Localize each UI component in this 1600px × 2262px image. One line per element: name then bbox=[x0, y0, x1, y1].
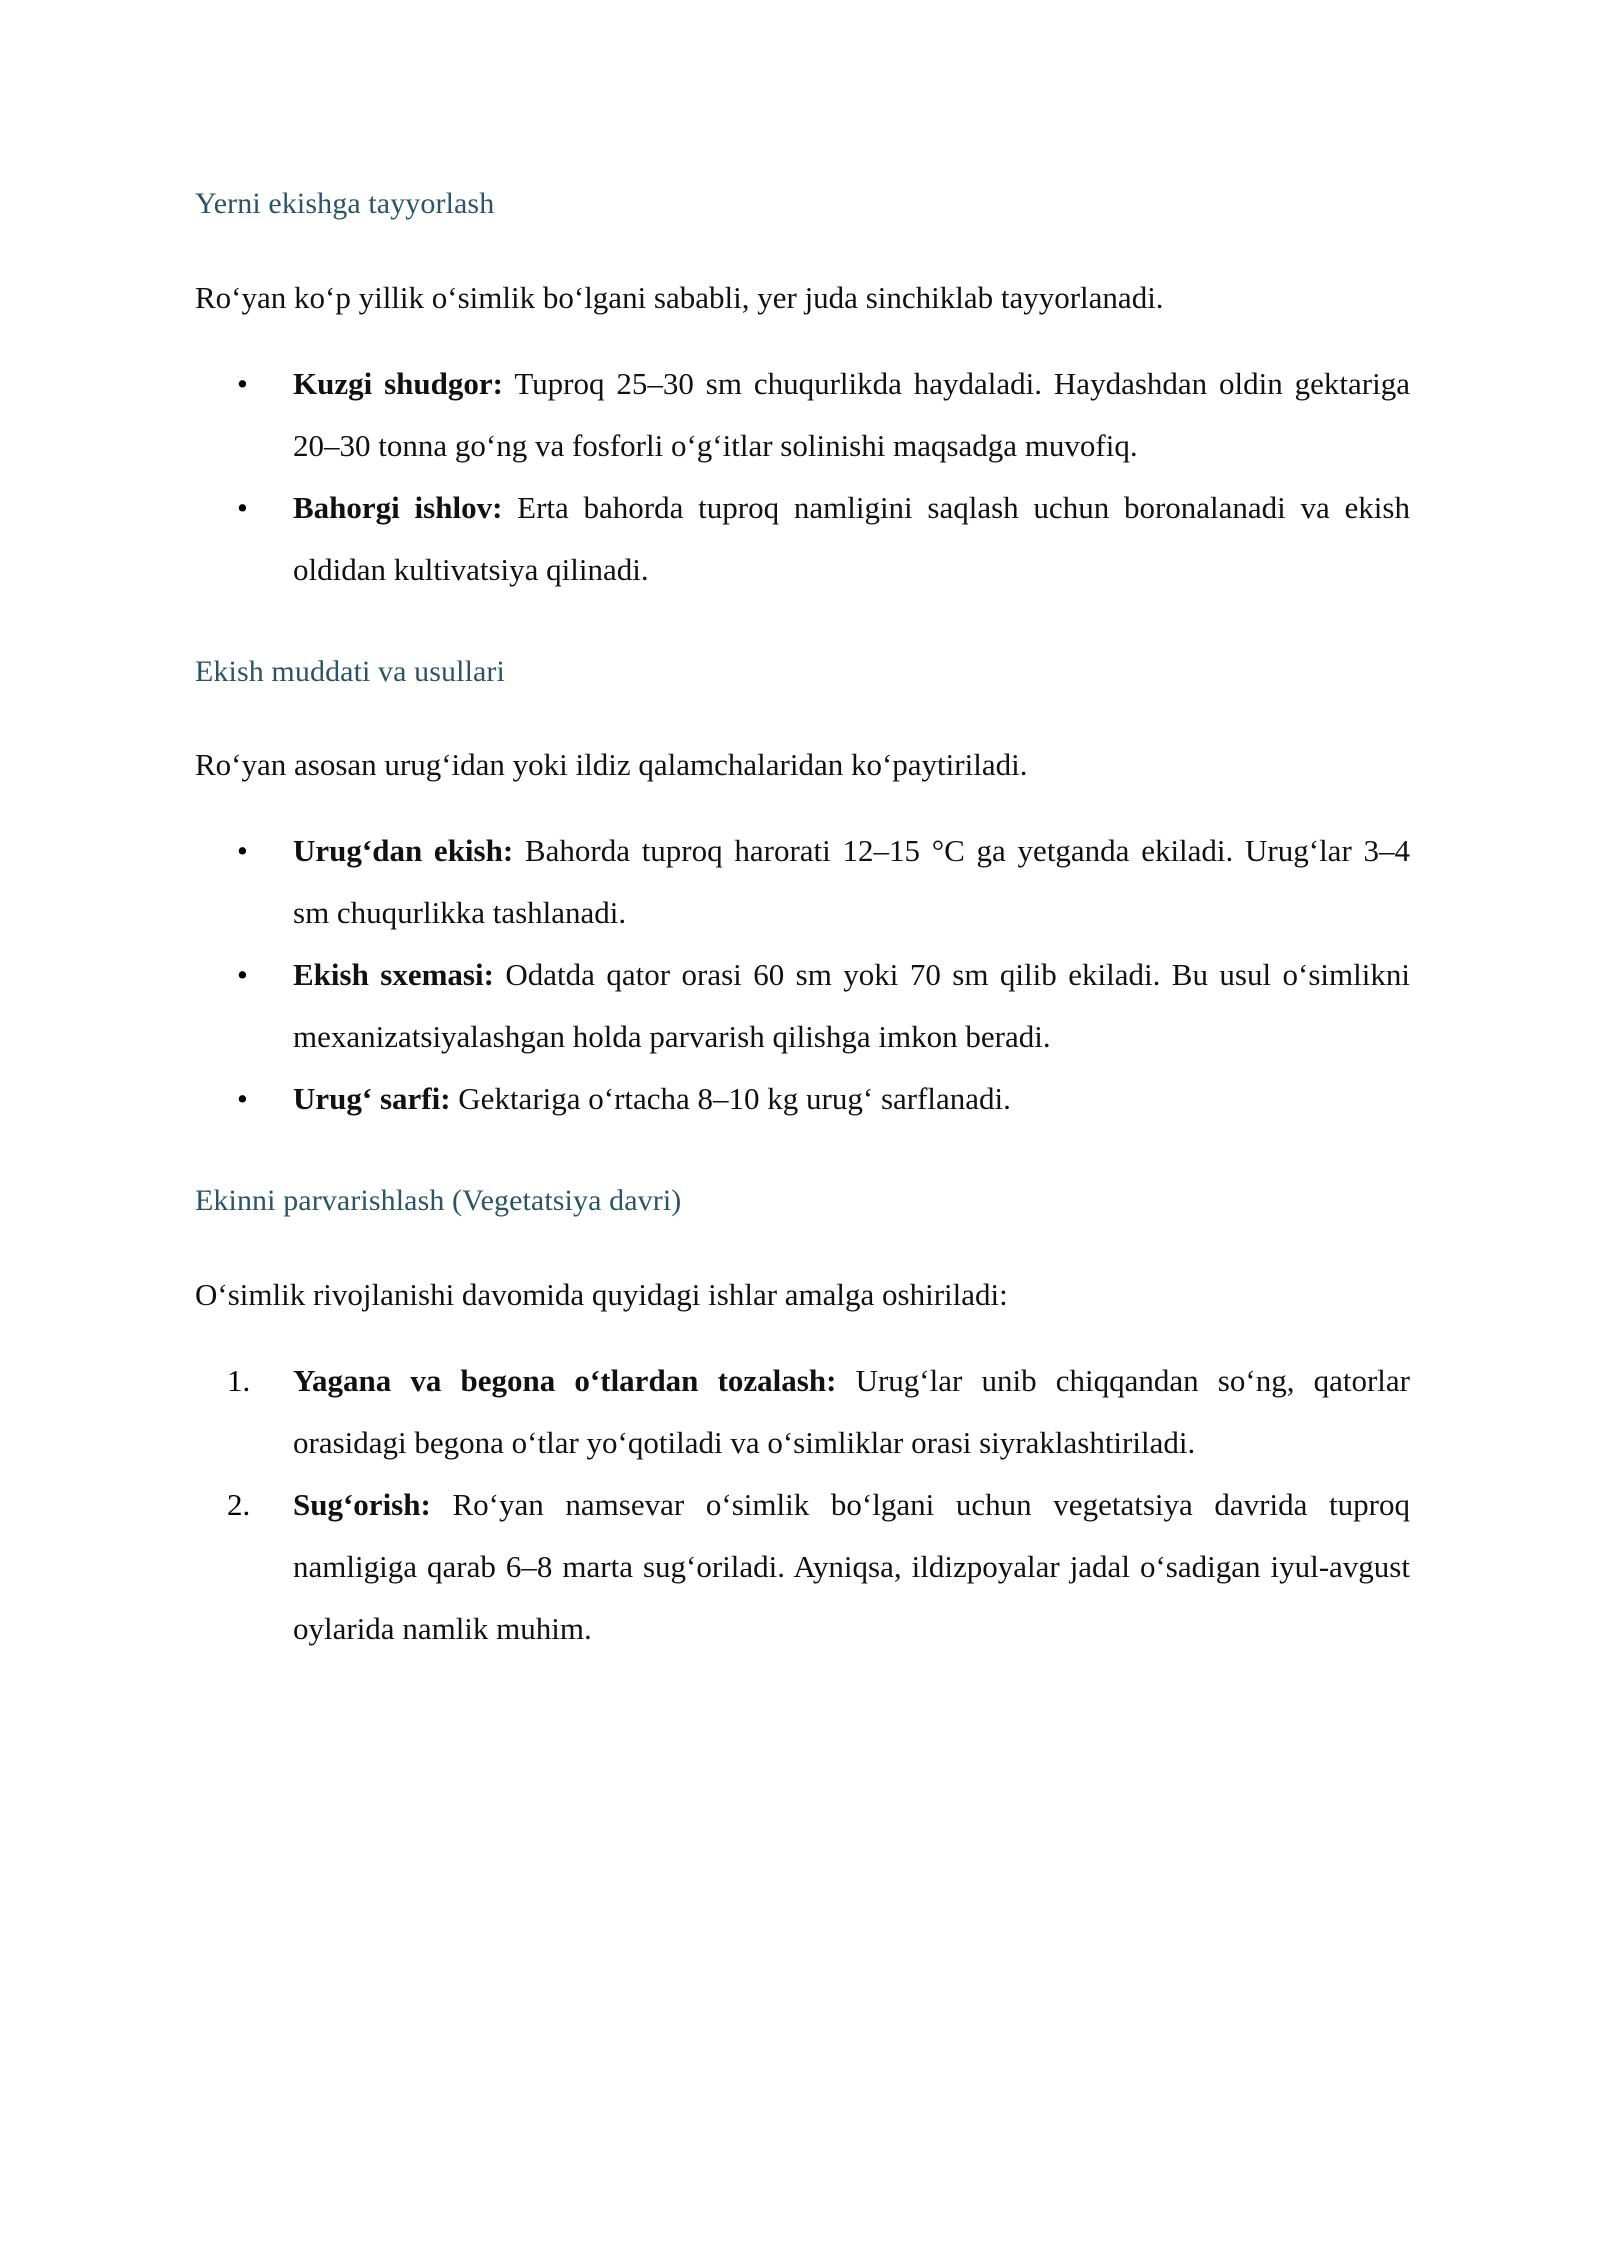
list-item-text: Erta bahorda tuproq namligini saqlash uchun boronalanadi va ekish oldidan kultivatsiya qilinadi. bbox=[293, 489, 1410, 587]
section-intro-paragraph-2: Ro‘yan asosan urug‘idan yoki ildiz qalamchalaridan ko‘paytiriladi. bbox=[195, 747, 1028, 782]
section-intro-block-3 bbox=[195, 1264, 1410, 1326]
section-heading-ekish-muddati-va-usullari: Ekish muddati va usullari bbox=[195, 654, 505, 688]
bullet-list-2 bbox=[195, 820, 1410, 1130]
list-number-marker: 2. bbox=[227, 1486, 251, 1522]
bullet-marker-icon: • bbox=[237, 833, 248, 868]
bullet-marker-icon: • bbox=[237, 957, 248, 992]
section-heading-yerni-ekishga-tayyorlash: Yerni ekishga tayyorlash bbox=[195, 187, 495, 220]
list-item-lead: Bahorgi ishlov: bbox=[293, 489, 503, 525]
section-list-block-2 bbox=[195, 820, 1410, 1130]
list-item bbox=[195, 1068, 1410, 1130]
list-item bbox=[195, 944, 1410, 1068]
bullet-marker-icon: • bbox=[237, 489, 248, 525]
list-item bbox=[195, 820, 1410, 944]
list-item bbox=[195, 353, 1410, 477]
section-intro-block-2 bbox=[195, 734, 1410, 796]
list-item-lead: Sug‘orish: bbox=[293, 1486, 431, 1522]
list-item-lead: Yagana va begona o‘tlardan tozalash: bbox=[293, 1362, 837, 1398]
list-item bbox=[195, 477, 1410, 601]
list-item-lead: Urug‘ sarfi: bbox=[293, 1081, 451, 1116]
bullet-marker-icon: • bbox=[237, 1081, 248, 1116]
document-body bbox=[195, 185, 1410, 1660]
section-heading-ekinni-parvarishlash: Ekinni parvarishlash (Vegetatsiya davri) bbox=[195, 1184, 682, 1217]
section-list-block-1 bbox=[195, 353, 1410, 601]
section-intro-paragraph-1: Ro‘yan ko‘p yillik o‘simlik bo‘lgani sababli, yer juda sinchiklab tayyorlanadi. bbox=[195, 279, 1164, 315]
list-item-text: Ro‘yan namsevar o‘simlik bo‘lgani uchun vegetatsiya davrida tuproq namligiga qarab 6–8 marta sug‘oriladi. Ayniqsa, ildizpoyalar jadal o‘sadigan iyul-avgust oylarida namlik muhim. bbox=[293, 1486, 1410, 1646]
list-item-lead: Kuzgi shudgor: bbox=[293, 365, 503, 401]
section-heading-block-1 bbox=[195, 185, 1410, 223]
list-item-text: Urug‘lar unib chiqqandan so‘ng, qatorlar orasidagi begona o‘tlar yo‘qotiladi va o‘simliklar orasi siyraklashtiriladi. bbox=[293, 1362, 1410, 1460]
bullet-marker-icon: • bbox=[237, 365, 248, 401]
list-number-marker: 1. bbox=[227, 1362, 251, 1398]
list-item bbox=[195, 1474, 1410, 1660]
bullet-list-1 bbox=[195, 353, 1410, 601]
list-item-text: Tuproq 25–30 sm chuqurlikda haydaladi. Haydashdan oldin gektariga 20–30 tonna go‘ng va fosforli o‘g‘itlar solinishi maqsadga muvofiq. bbox=[293, 365, 1410, 463]
section-intro-paragraph-3: O‘simlik rivojlanishi davomida quyidagi ishlar amalga oshiriladi: bbox=[195, 1276, 1008, 1312]
section-intro-block-1 bbox=[195, 267, 1410, 329]
list-item-text: Odatda qator orasi 60 sm yoki 70 sm qilib ekiladi. Bu usul o‘simlikni mexanizatsiyalashgan holda parvarish qilishga imkon beradi. bbox=[293, 957, 1410, 1054]
section-heading-block-3 bbox=[195, 1182, 1410, 1220]
list-item-text: Bahorda tuproq harorati 12–15 °C ga yetganda ekiladi. Urug‘lar 3–4 sm chuqurlikka tashlanadi. bbox=[293, 833, 1411, 930]
list-item-lead: Urug‘dan ekish: bbox=[293, 833, 514, 868]
section-heading-block-2 bbox=[195, 653, 1410, 691]
list-item bbox=[195, 1350, 1410, 1474]
section-list-block-3 bbox=[195, 1350, 1410, 1660]
numbered-list-3 bbox=[195, 1350, 1410, 1660]
list-item-lead: Ekish sxemasi: bbox=[293, 957, 494, 992]
list-item-text: Gektariga o‘rtacha 8–10 kg urug‘ sarflanadi. bbox=[450, 1081, 1011, 1116]
